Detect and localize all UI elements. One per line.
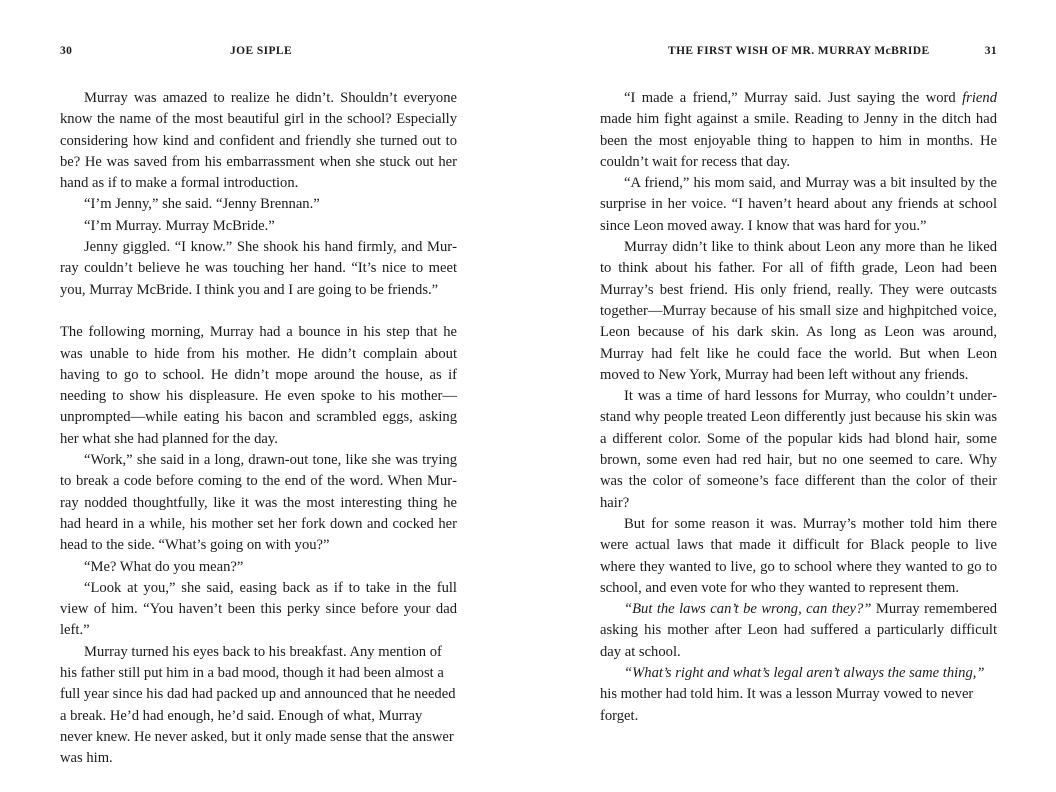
page-number: 30 xyxy=(60,45,73,57)
text-run: made him fight against a smile. Reading to Jenny in the ditch had been the most enjoyable thing to happen to him in months. He couldn’t wait for recess that day. xyxy=(600,111,997,170)
paragraph xyxy=(600,599,997,663)
paragraph: Murray turned his eyes back to his breakfast. Any mention of his father still put him in a bad mood, though it had been almost a full year since his dad had packed up and announced that he needed a break. He’d had enough, he’d said. Enough of what, Murray never knew. He never asked, but it only made sense that the answer was him. xyxy=(60,643,456,767)
text-run: “I made a friend,” Murray said. Just saying the word xyxy=(624,90,963,106)
left-body-text xyxy=(60,88,457,770)
left-page xyxy=(60,0,457,792)
paragraph: “I’m Jenny,” she said. “Jenny Brennan.” xyxy=(84,196,320,213)
paragraph: “Work,” she said in a long, drawn-out tone, like she was trying to break a code before coming to the end of the word. When Murray nodded thoughtfully, like it was the most interesting thing he had heard in a while, his mother set her fork down and cocked her head to the side. “What’s going on with you?” xyxy=(60,452,457,554)
right-running-head xyxy=(600,45,997,63)
italic-text: “But the laws can’t be wrong, can they?” xyxy=(624,601,872,618)
paragraph: “Me? What do you mean?” xyxy=(84,558,244,575)
right-page xyxy=(600,0,997,792)
section-opening-paragraph: The following morning, Murray had a bounce in his step that he was unable to hide from his mother. He didn’t complain about having to go to school. He didn’t mope around the house, as if needing to show his displeasure. He even spoke to his mother— unprompted—while eating his bacon and scrambled eggs, asking her what she had planned for the day. xyxy=(60,324,457,447)
italic-text: “What’s right and what’s legal aren’t always the same thing,” xyxy=(624,665,985,682)
italic-text: friend xyxy=(962,90,997,106)
paragraph xyxy=(600,663,997,727)
paragraph: But for some reason it was. Murray’s mother told him there were actual laws that made it difficult for Black people to live where they wanted to live, go to school where they wanted to go to school, and even vote for who they wanted to represent them. xyxy=(600,515,997,596)
paragraph: It was a time of hard lessons for Murray, who couldn’t understand why people treated Leon differently just because his skin was a different color. Some of the popular kids had blond hair, some brown, some even had red hair, but no one seemed to care. Why was the color of someone’s face different than the color of their hair? xyxy=(600,388,997,511)
paragraph: Jenny giggled. “I know.” She shook his hand firmly, and Murray couldn’t believe he was touching her hand. “It’s nice to meet you, Murray McBride. I think you and I are going to be friends.” xyxy=(60,239,457,298)
paragraph xyxy=(600,88,997,173)
paragraph: “A friend,” his mom said, and Murray was a bit insulted by the surprise in her voice. “I haven’t heard about any friends at school since Leon moved away. I know that was hard for you.” xyxy=(600,175,997,234)
paragraph: “I’m Murray. Murray McBride.” xyxy=(84,217,275,234)
page-number: 31 xyxy=(984,45,997,57)
author-name: JOE SIPLE xyxy=(230,45,293,57)
paragraph: Murray was amazed to realize he didn’t. Shouldn’t everyone know the name of the most beautiful girl in the school? Especially considering how kind and confident and friendly she turned out to be? He was saved from his embarrassment when she stuck out her hand as if to make a formal introduction. xyxy=(60,90,457,192)
right-body-text xyxy=(600,88,997,727)
left-running-head xyxy=(60,45,457,63)
paragraph: “Look at you,” she said, easing back as if to take in the full view of him. “You haven’t been this perky since before your dad left.” xyxy=(60,579,457,639)
paragraph: Murray didn’t like to think about Leon any more than he liked to think about his father. For all of fifth grade, Leon had been Murray’s best friend. His only friend, really. They were outcasts together—Murray because of his small size and highpitched voice, Leon because of his dark skin. As long as Leon was around, Murray had felt like he could face the world. But when Leon moved to New York, Murray had been left without any friends. xyxy=(600,239,997,383)
text-run: his mother had told him. It was a lesson Murray vowed to never forget. xyxy=(600,686,974,724)
book-title: THE FIRST WISH OF MR. MURRAY McBRIDE xyxy=(668,45,930,57)
text-run: Murray remembered asking his mother after Leon had suffered a particularly difficult day at school. xyxy=(600,601,997,660)
